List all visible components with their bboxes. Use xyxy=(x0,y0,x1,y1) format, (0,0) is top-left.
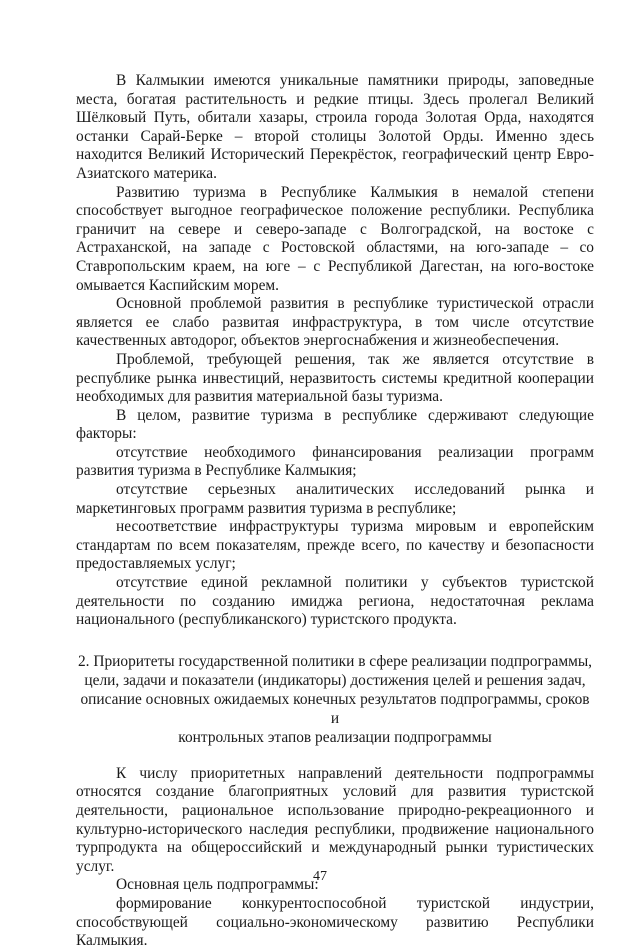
list-item: несоответствие инфраструктуры туризма мировым и европейским стандартам по всем показателям, прежде всего, по качеству и безопасности предоставляемых услуг; xyxy=(76,518,594,573)
section-heading-line: контрольных этапов реализации подпрограммы xyxy=(178,728,492,746)
paragraph: К числу приоритетных направлений деятельности подпрограммы относятся создание благоприятных условий для развития туристской деятельности, рациональное использование природно-рекреационного и культурно-исторического наследия республики, продвижение национального турпродукта на общероссийский и международный рынки туристических услуг. xyxy=(76,764,594,875)
section-heading xyxy=(76,652,594,747)
section-heading-line: описание основных ожидаемых конечных результатов подпрограммы, сроков и xyxy=(80,690,590,727)
paragraph: Основной проблемой развития в республике туристической отрасли является ее слабо развитая инфраструктура, в том числе отсутствие качественных автодорог, объектов энергоснабжения и жизнеобеспечения. xyxy=(76,295,594,350)
list-item: отсутствие необходимого финансирования реализации программ развития туризма в Республике Калмыкия; xyxy=(76,443,594,480)
list-item: отсутствие серьезных аналитических исследований рынка и маркетинговых программ развития туризма в республике; xyxy=(76,481,594,517)
list-item: формирование конкурентоспособной туристской индустрии, способствующей социально-экономическому развитию Республики Калмыкия. xyxy=(76,894,594,950)
paragraph: Основная цель подпрограммы: xyxy=(116,876,319,894)
section-heading-line: 2. Приоритеты государственной политики в сфере реализации подпрограммы, xyxy=(77,652,593,670)
paragraph: В Калмыкии имеются уникальные памятники природы, заповедные места, богатая растительность и редкие птицы. Здесь пролегал Великий Шёлковый Путь, обитали хазары, строила города Золотая Орда, находятся останки Сарай-Берке – второй столицы Золотой Орды. Именно здесь находится Великий Исторический Перекрёсток, географический центр Евро-Азиатского материка. xyxy=(76,72,594,182)
paragraph: В целом, развитие туризма в республике сдерживают следующие факторы: xyxy=(76,406,594,443)
paragraph: Проблемой, требующей решения, так же является отсутствие в республике рынка инвестиций, неразвитость системы кредитной кооперации необходимых для развития материальной базы туризма. xyxy=(76,350,594,406)
list-item: отсутствие единой рекламной политики у субъектов туристской деятельности по созданию имиджа региона, недостаточная реклама национального (республиканского) туристского продукта. xyxy=(76,574,594,629)
page-number: 47 xyxy=(313,869,327,884)
section-heading-line: цели, задачи и показатели (индикаторы) достижения целей и решения задач, xyxy=(84,671,586,689)
page-body xyxy=(76,72,594,951)
paragraph: Развитию туризма в Республике Калмыкия в немалой степени способствует выгодное географическое положение республики. Республика граничит на севере и северо-западе с Волгоградской, на востоке с Астраханской, на западе с Ростовской областями, на юго-западе – со Ставропольским краем, на юге – с Республикой Дагестан, на юго-востоке омывается Каспийским морем. xyxy=(76,183,594,294)
